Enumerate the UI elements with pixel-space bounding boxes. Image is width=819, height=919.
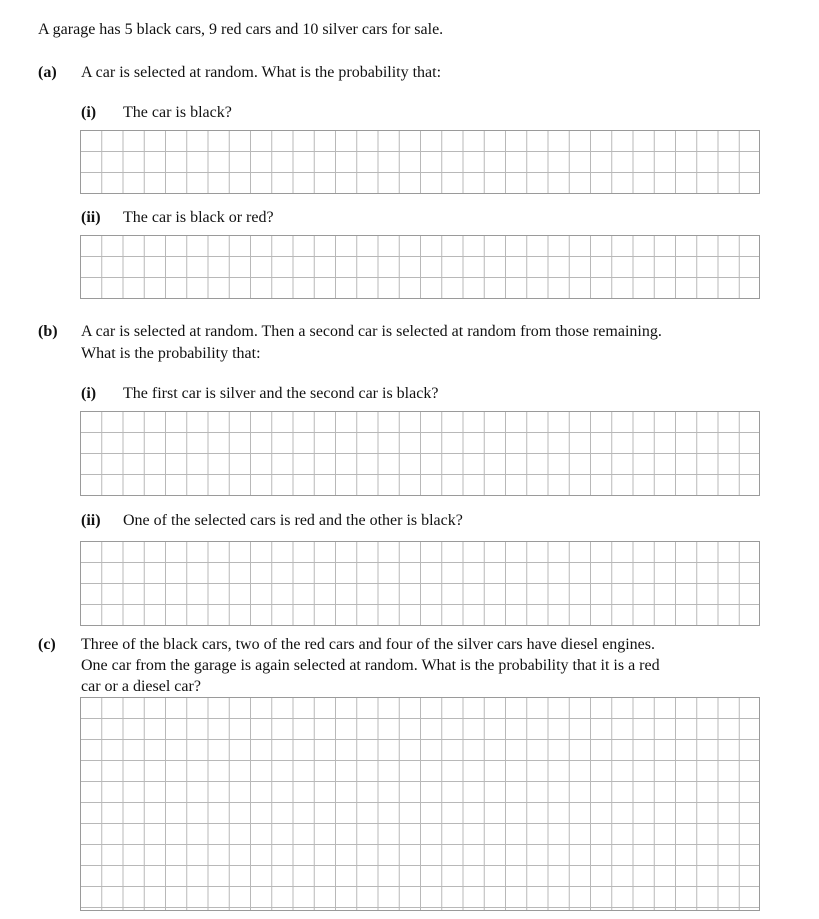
answer-grid-b-i[interactable] [80,411,760,496]
part-b-label: (b) [38,323,58,340]
part-b-question-line2: What is the probability that: [81,345,261,362]
part-a-ii-question: The car is black or red? [123,209,274,226]
part-b-i-label: (i) [81,385,97,402]
part-c-question-line1: Three of the black cars, two of the red cars and four of the silver cars have diesel engines. [81,636,655,653]
answer-grid-c[interactable] [80,697,760,911]
part-b-ii-label: (ii) [81,512,101,529]
part-c-question-line3: car or a diesel car? [81,678,201,695]
answer-grid-a-i[interactable] [80,130,760,194]
part-a-question: A car is selected at random. What is the probability that: [81,64,442,81]
part-b-i-question: The first car is silver and the second car is black? [123,385,439,402]
part-a-i-label: (i) [81,104,97,121]
intro-text: A garage has 5 black cars, 9 red cars and 10 silver cars for sale. [38,21,444,38]
part-b-ii-question: One of the selected cars is red and the other is black? [123,512,463,529]
part-b-question-line1: A car is selected at random. Then a second car is selected at random from those remaining. [81,323,662,340]
part-c-label: (c) [38,636,56,653]
part-a-ii-label: (ii) [81,209,101,226]
part-c-question-line2: One car from the garage is again selected at random. What is the probability that it is a red [81,657,660,674]
part-a-label: (a) [38,64,57,81]
part-a-i-question: The car is black? [123,104,232,121]
answer-grid-b-ii[interactable] [80,541,760,626]
answer-grid-a-ii[interactable] [80,235,760,299]
